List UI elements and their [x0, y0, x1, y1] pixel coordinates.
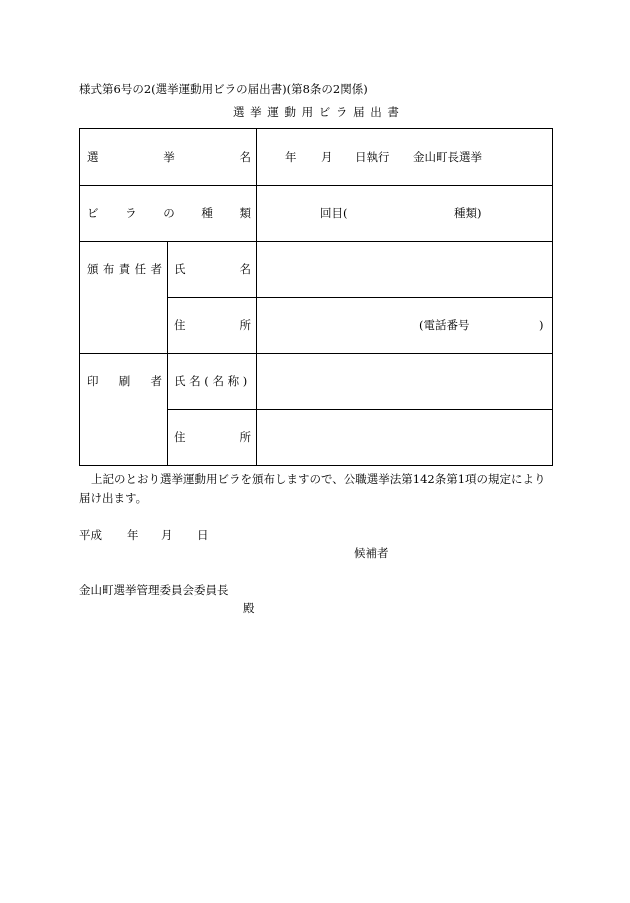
distributor-address-label: 住 所: [174, 318, 251, 332]
election-title-value: 金山町長選挙: [413, 150, 482, 164]
phone-number-close: ): [539, 318, 544, 332]
flyer-kind-value: 種類): [454, 206, 482, 220]
distributor-name-label: 氏 名: [174, 262, 251, 276]
honorific: 殿: [243, 601, 255, 615]
row-divider: [80, 353, 552, 354]
row-divider: [167, 409, 552, 410]
flyer-type-label: ビ ラ の 種 類: [87, 206, 251, 220]
column-divider: [167, 241, 168, 465]
distributor-label: 頒 布 責 任 者: [87, 262, 162, 276]
body-text-line2: 届け出ます。: [79, 491, 148, 505]
notification-form-table: [79, 128, 553, 466]
date-year: 年: [127, 528, 139, 542]
form-title: 選 挙 運 動 用 ビ ラ 届 出 書: [233, 105, 400, 119]
row-divider: [167, 297, 552, 298]
row-divider: [80, 185, 552, 186]
form-number: 様式第6号の2(選挙運動用ビラの届出書)(第8条の2関係): [79, 82, 368, 96]
election-name-label: 選 挙 名: [87, 150, 251, 164]
printer-label: 印 刷 者: [87, 374, 162, 388]
date-era: 平成: [79, 528, 102, 542]
election-month: 月: [321, 150, 333, 164]
column-divider: [256, 129, 257, 465]
addressee: 金山町選挙管理委員会委員長: [79, 583, 229, 597]
date-day: 日: [197, 528, 209, 542]
phone-number-open: (電話番号: [419, 318, 470, 332]
election-day: 日執行: [355, 150, 390, 164]
flyer-round-value: 回目(: [320, 206, 348, 220]
date-month: 月: [161, 528, 173, 542]
row-divider: [80, 241, 552, 242]
body-text-line1: 上記のとおり選挙運動用ビラを頒布しますので、公職選挙法第142条第1項の規定により: [91, 472, 546, 486]
printer-address-label: 住 所: [174, 430, 251, 444]
election-year: 年: [285, 150, 297, 164]
printer-name-label: 氏 名 ( 名 称 ): [174, 374, 248, 388]
candidate-label: 候補者: [354, 546, 389, 560]
